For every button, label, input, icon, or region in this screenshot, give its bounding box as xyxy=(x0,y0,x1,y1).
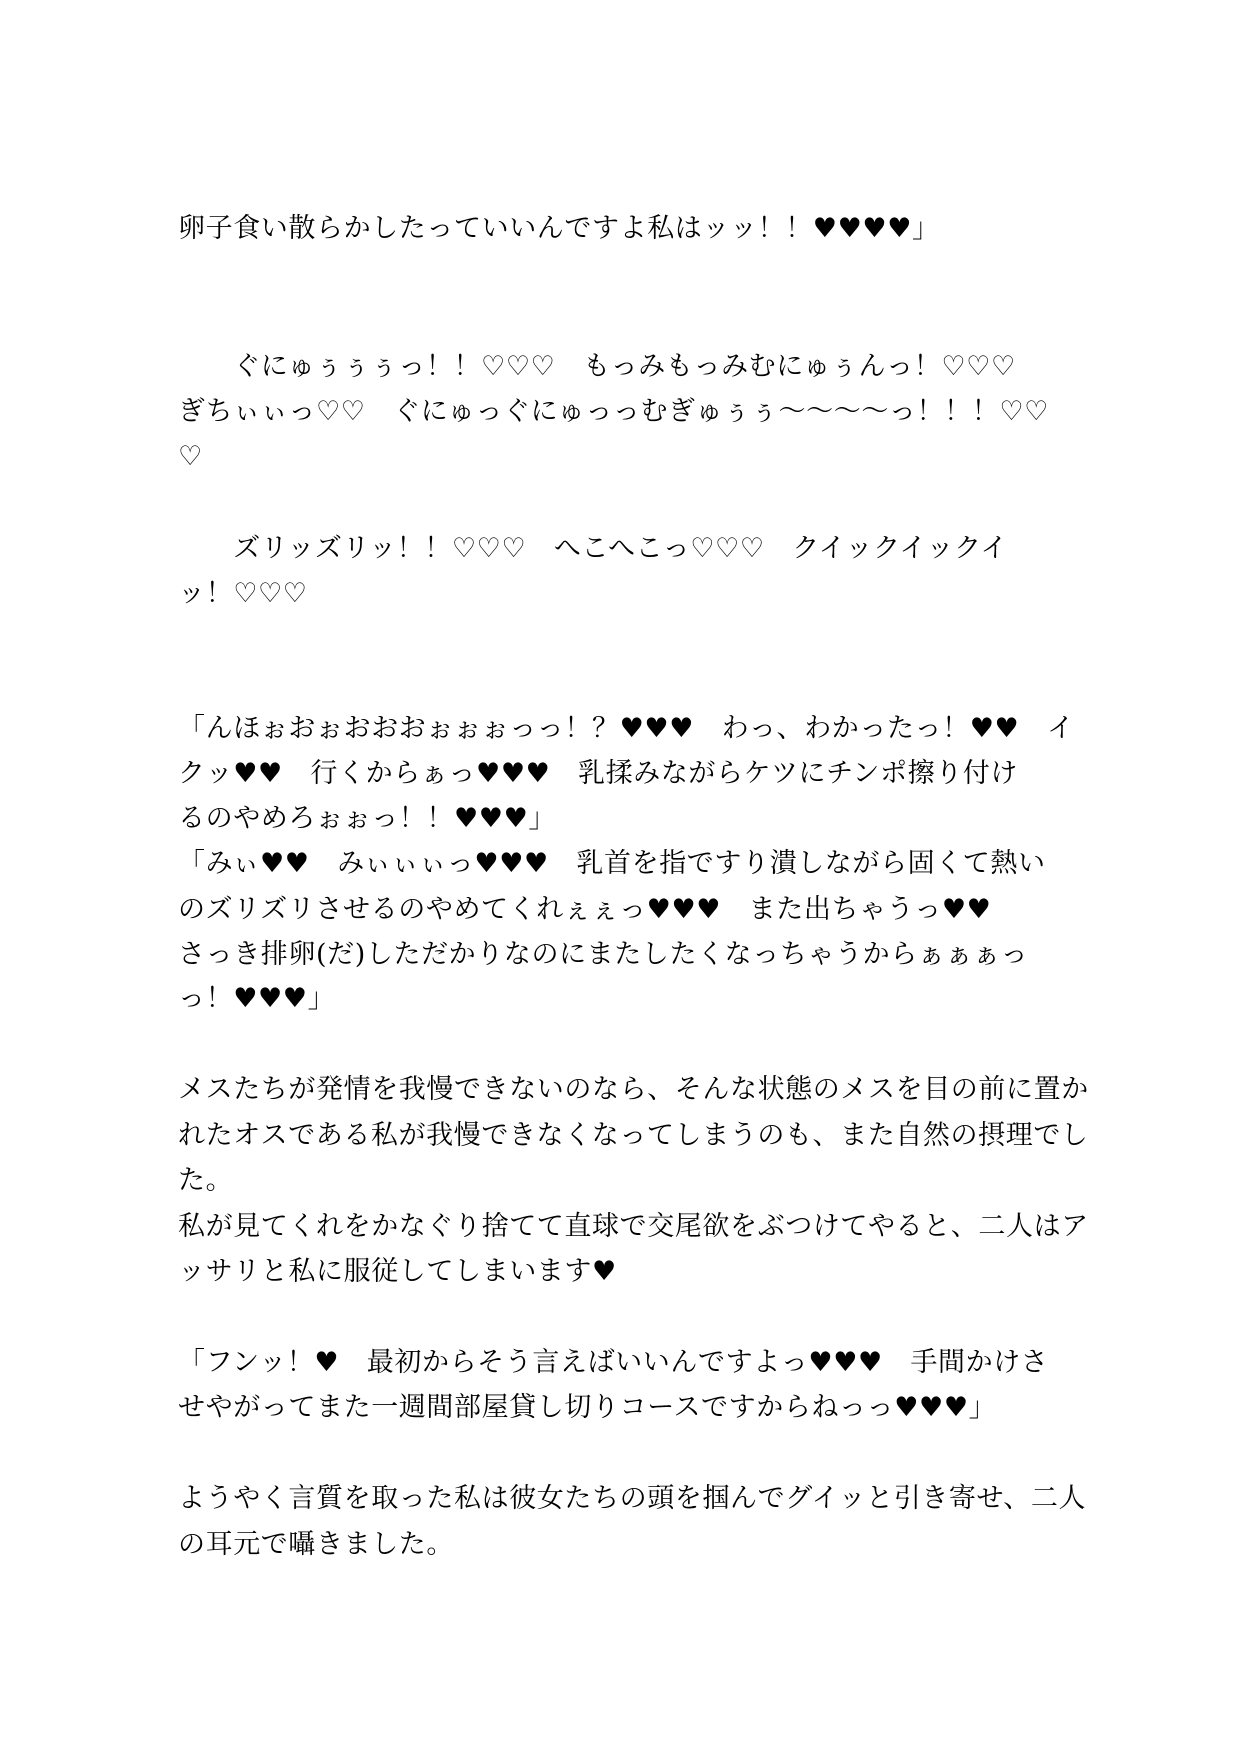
text-line: 「フンッ！♥ 最初からそう言えばいいんですよっ♥♥♥ 手間かけさ xyxy=(178,1347,1049,1378)
text-line: るのやめろぉぉっ！！♥♥♥」 xyxy=(178,803,557,834)
text-line: ッ！♡♡♡ xyxy=(178,578,308,609)
text-line: た。 xyxy=(178,1165,234,1196)
text-line: クッ♥♥ 行くからぁっ♥♥♥ 乳揉みながらケツにチンポ擦り付け xyxy=(178,758,1019,789)
text-line: れたオスである私が我慢できなくなってしまうのも、また自然の摂理でし xyxy=(178,1120,1089,1151)
text-line: メスたちが発情を我慢できないのなら、そんな状態のメスを目の前に置か xyxy=(178,1074,1089,1105)
text-line: ぎちぃぃっ♡♡ ぐにゅっぐにゅっっむぎゅぅぅ〜〜〜〜っ！！！♡♡ xyxy=(178,396,1049,427)
text-line: せやがってまた一週間部屋貸し切りコースですからねっっ♥♥♥」 xyxy=(178,1392,997,1423)
text-line: ようやく言質を取った私は彼女たちの頭を掴んでグイッと引き寄せ、二人 xyxy=(178,1483,1087,1514)
text-line: ♡ xyxy=(178,441,203,472)
text-line: 「んほぉおぉおおおぉぉぉっっ！？♥♥♥ わっ、わかったっ！♥♥ イ xyxy=(178,713,1075,744)
text-line: のズリズリさせるのやめてくれぇぇっ♥♥♥ また出ちゃうっ♥♥ xyxy=(178,894,992,925)
text-line: ッサリと私に服従してしまいます♥ xyxy=(178,1256,617,1287)
text-line: の耳元で囁きました。 xyxy=(178,1529,454,1560)
text-line: っ！♥♥♥」 xyxy=(178,983,336,1014)
text-line: ズリッズリッ！！♡♡♡ へこへこっ♡♡♡ クイックイックイ xyxy=(178,533,1008,564)
text-line: さっき排卵(だ)しただかりなのにまたしたくなっちゃうからぁぁぁっ xyxy=(178,939,1029,970)
text-line: ぐにゅぅぅぅっ！！♡♡♡ もっみもっみむにゅぅんっ！♡♡♡ xyxy=(178,351,1016,382)
text-line: 「みぃ♥♥ みぃぃぃっ♥♥♥ 乳首を指ですり潰しながら固くて熱い xyxy=(178,848,1046,879)
text-line: 卵子食い散らかしたっていいんですよ私はッッ！！♥♥♥♥」 xyxy=(178,213,940,244)
text-line: 私が見てくれをかなぐり捨てて直球で交尾欲をぶつけてやると、二人はア xyxy=(178,1211,1089,1242)
